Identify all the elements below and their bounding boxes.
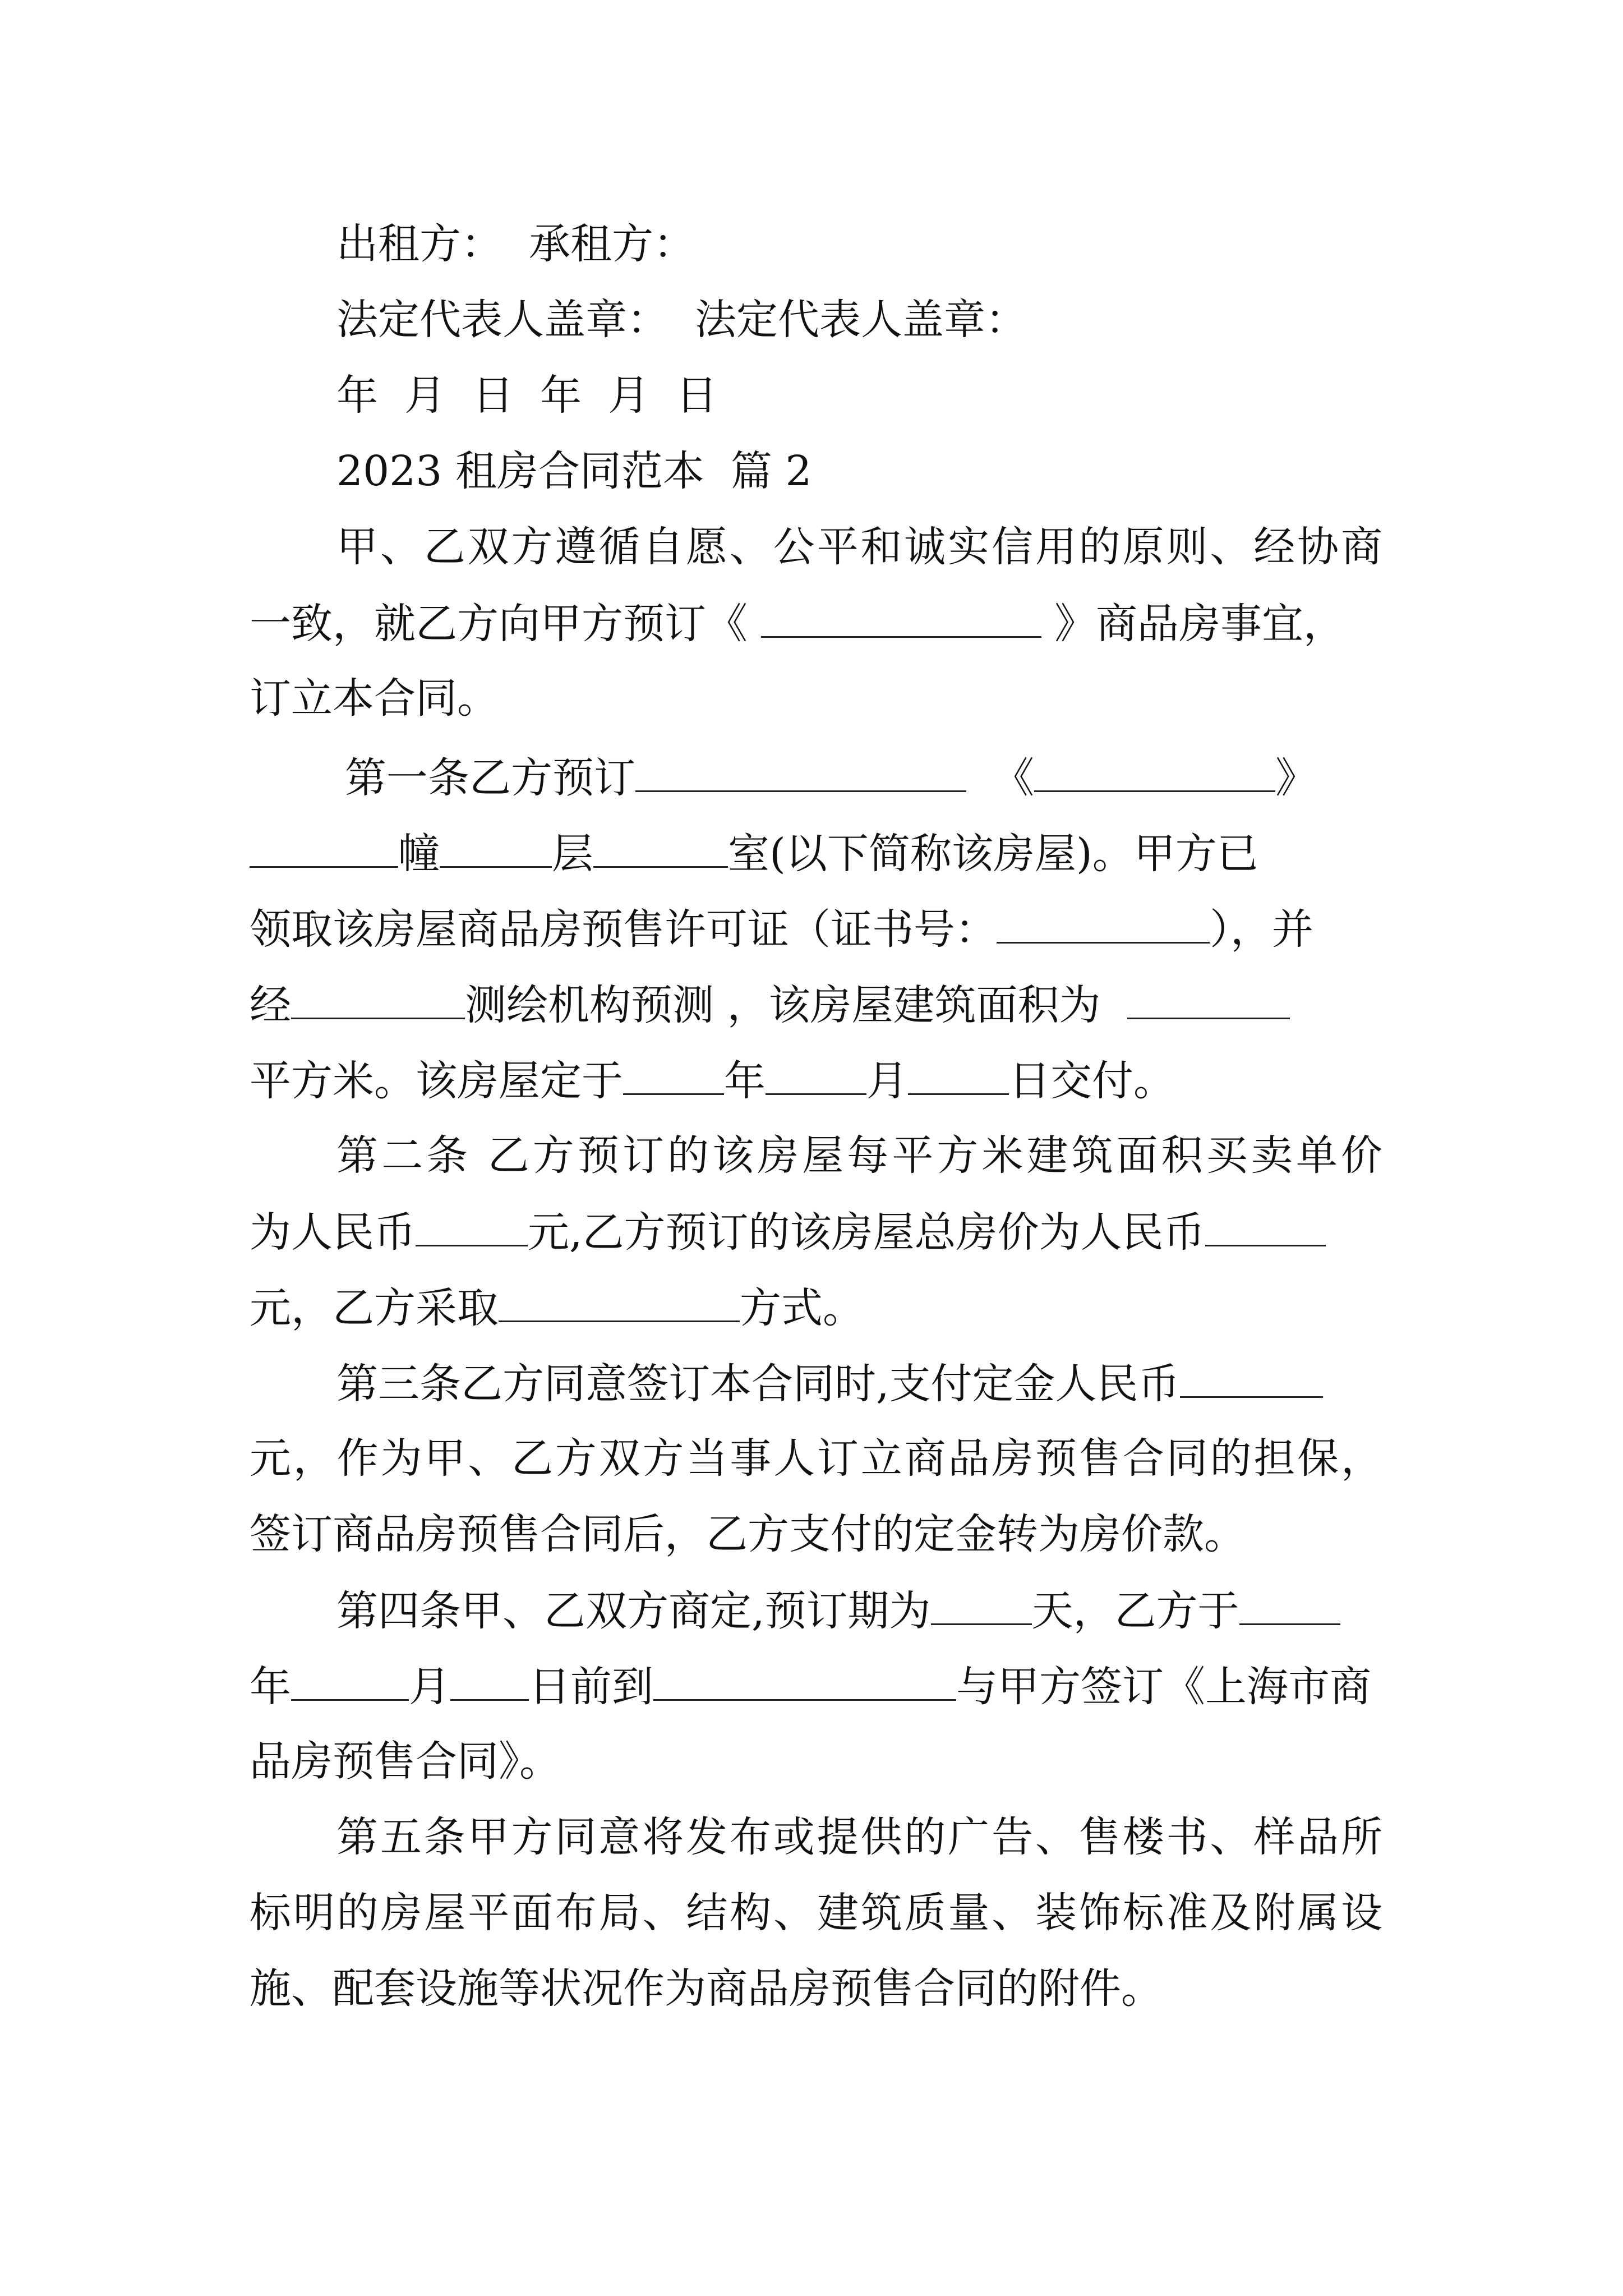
signature-parties-line: 出租方： 承租方： — [336, 220, 695, 268]
deposit-amount-blank — [1180, 1355, 1323, 1398]
art1-text-and: ），并 — [1210, 905, 1313, 954]
floor-blank — [440, 825, 552, 868]
survey-agency-blank — [291, 976, 465, 1019]
art4-text-contract: 与甲方签订《上海市商 — [956, 1663, 1371, 1711]
room-blank — [593, 825, 728, 868]
art4-line-3: 品房预售合同》。 — [250, 1737, 561, 1786]
art3-line-2: 元，作为甲、乙方双方当事人订立商品房预售合同的担保， — [250, 1434, 1382, 1483]
art2-line-2 — [250, 1203, 1382, 1260]
sign-day-blank — [450, 1658, 529, 1701]
section-title: 2023 租房合同范本 篇 2 — [336, 447, 812, 495]
art1-text-year: 年 — [724, 1057, 766, 1105]
art4-text-month: 月 — [409, 1663, 450, 1711]
art1-text-a: 第一条乙方预订 — [345, 754, 635, 802]
intro-line-1: 甲、乙双方遵循自愿、公平和诚实信用的原则、经协商 — [336, 523, 1382, 571]
art1-text-area: 测绘机构预测 ，该房屋建筑面积为 — [465, 981, 1101, 1029]
payment-method-blank — [499, 1279, 740, 1322]
art2-line-1: 第二条 乙方预订的该房屋每平方米建筑面积买卖单价 — [336, 1131, 1382, 1180]
art4-line-1 — [336, 1582, 1382, 1639]
signature-date-line: 年 月 日 年 月 日 — [336, 371, 718, 420]
art2-text-price: 为人民币 — [250, 1208, 416, 1257]
art1-text-month: 月 — [866, 1057, 908, 1105]
art1-line-3 — [250, 900, 1382, 958]
art2-text-adopt: 元，乙方采取 — [250, 1284, 499, 1332]
art5-line-2: 标明的房屋平面布局、结构、建筑质量、装饰标准及附属设 — [250, 1889, 1382, 1937]
art1-line-4 — [250, 976, 1382, 1033]
art1-text-via: 经 — [250, 981, 291, 1029]
delivery-day-blank — [908, 1052, 1009, 1095]
art1-text-delivery: 平方米。该房屋定于 — [250, 1057, 623, 1105]
building-blank — [250, 825, 398, 868]
delivery-year-blank — [623, 1052, 724, 1095]
art1-line-2 — [250, 825, 1382, 882]
art4-text-days: 天，乙方于 — [1031, 1587, 1239, 1635]
art2-text-total: 元,乙方预订的该房屋总房价为人民币 — [528, 1208, 1205, 1257]
sign-place-blank — [653, 1658, 956, 1701]
area-blank — [1127, 976, 1290, 1019]
art4-text-period: 第四条甲、乙双方商定,预订期为 — [336, 1587, 931, 1635]
art5-line-1: 第五条甲方同意将发布或提供的广告、售楼书、样品所 — [336, 1813, 1382, 1861]
art1-text-day: 日交付。 — [1009, 1057, 1175, 1105]
art2-line-3 — [250, 1279, 1382, 1336]
art1-text-room: 室(以下简称该房屋)。甲方已 — [728, 830, 1258, 878]
art1-text-floor: 层 — [552, 830, 593, 878]
period-days-blank — [931, 1582, 1032, 1625]
total-price-blank — [1205, 1203, 1326, 1246]
signature-seal-line: 法定代表人盖章： 法定代表人盖章： — [336, 296, 1027, 344]
art1-text-license: 领取该房屋商品房预售许可证（证书号： — [250, 905, 997, 954]
art1-line-1 — [345, 749, 1478, 806]
intro-line-2 — [250, 595, 1382, 652]
intro-text-b: 》商品房事宜， — [1054, 600, 1345, 648]
intro-line-3: 订立本合同。 — [250, 674, 499, 723]
art4-line-2 — [250, 1658, 1382, 1715]
art3-line-1 — [336, 1355, 1382, 1412]
intro-text-a: 一致，就乙方向甲方预订《 — [250, 600, 748, 648]
art1-text-building: 幢 — [398, 830, 440, 878]
project-name-blank — [761, 595, 1041, 638]
sign-month-blank — [291, 1658, 409, 1701]
license-number-blank — [997, 900, 1210, 944]
art3-line-3: 签订商品房预售合同后，乙方支付的定金转为房价款。 — [250, 1510, 1246, 1558]
art1-blank-1 — [635, 749, 966, 792]
art2-text-method: 方式。 — [740, 1284, 864, 1332]
art1-text-b: 《 — [993, 754, 1035, 802]
art5-line-3: 施、配套设施等状况作为商品房预售合同的附件。 — [250, 1964, 1163, 2013]
unit-price-blank — [416, 1203, 528, 1246]
art4-text-before: 日前到 — [529, 1663, 653, 1711]
art1-blank-2 — [1034, 749, 1275, 792]
sign-year-blank — [1239, 1582, 1340, 1625]
art3-text-deposit: 第三条乙方同意签订本合同时,支付定金人民币 — [336, 1360, 1180, 1408]
delivery-month-blank — [766, 1052, 866, 1095]
art1-line-5 — [250, 1052, 1382, 1109]
art1-text-c: 》 — [1275, 754, 1317, 802]
art4-text-year: 年 — [250, 1663, 291, 1711]
